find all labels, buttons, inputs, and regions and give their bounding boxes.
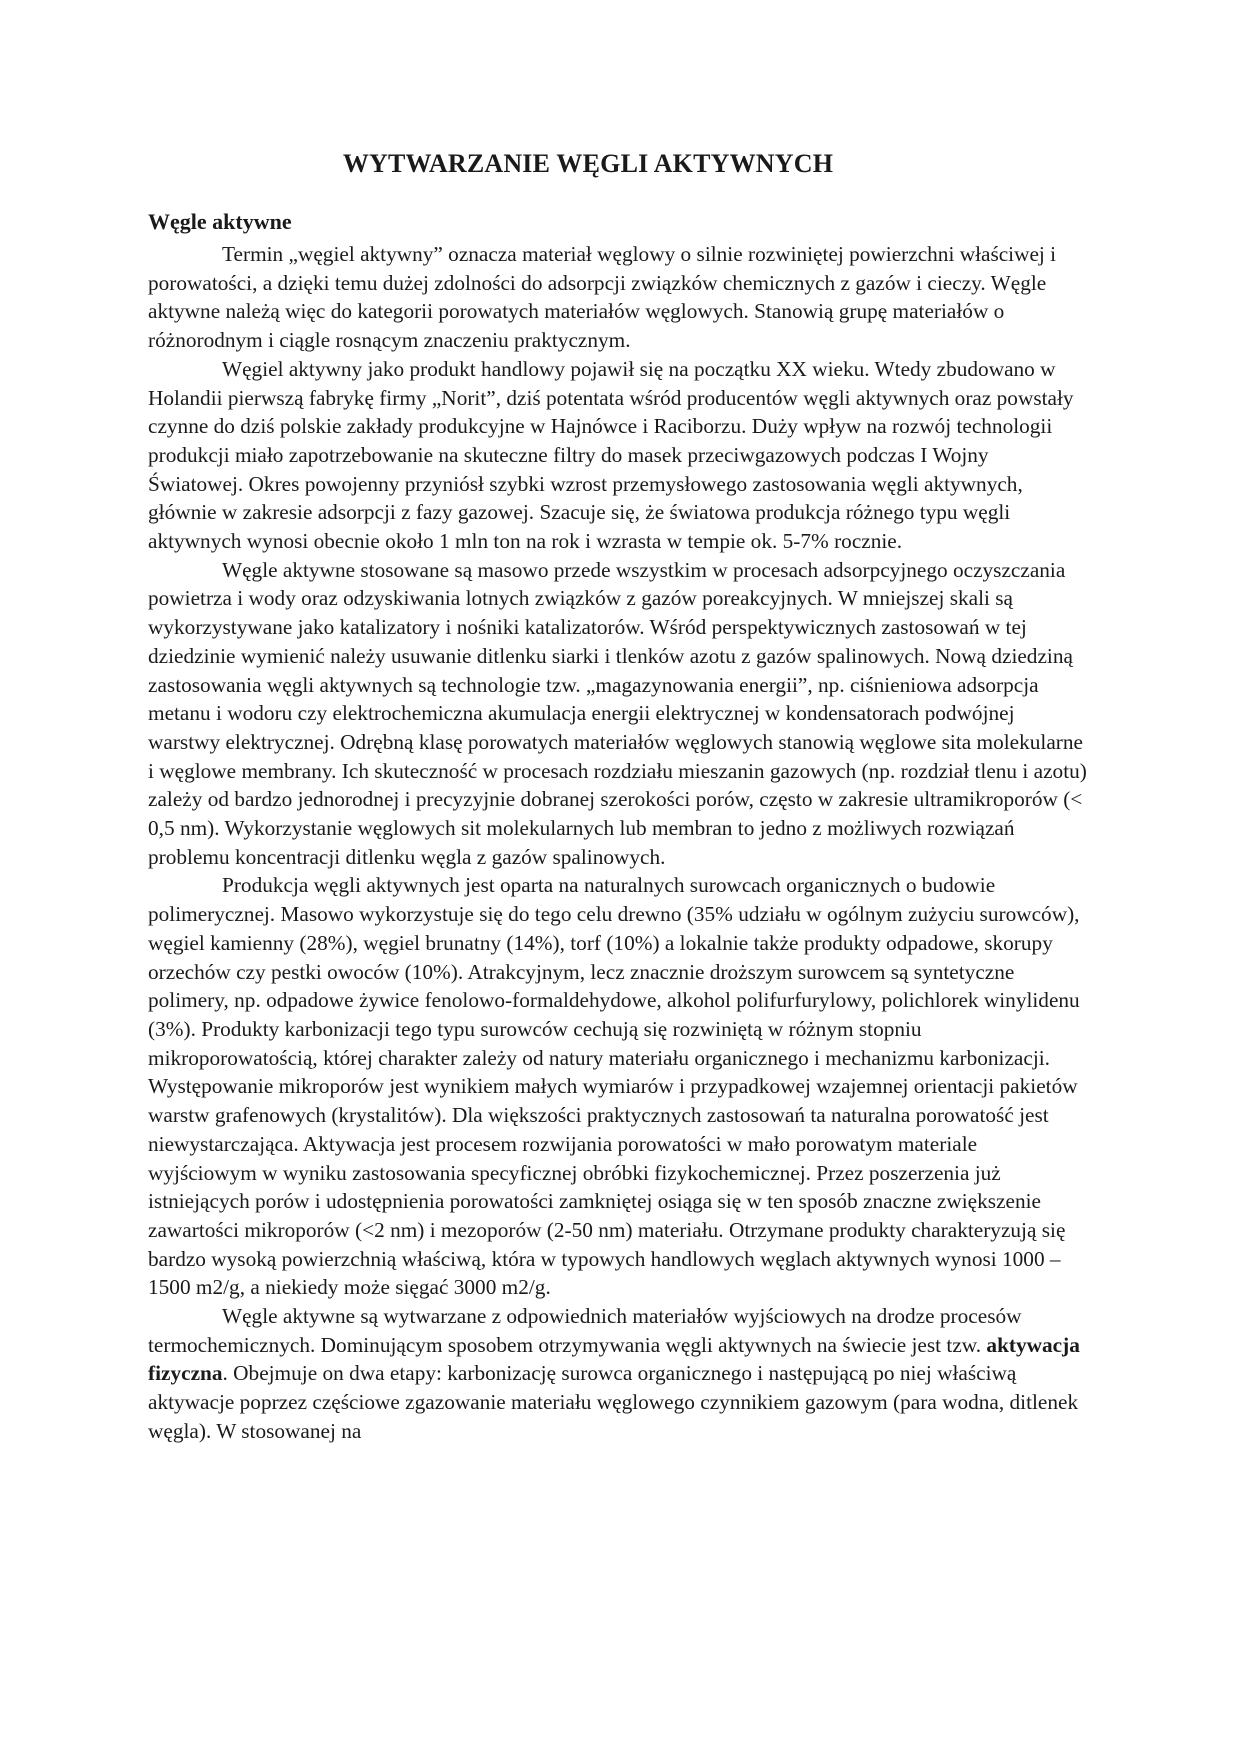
bold-term-aktywacja-fizyczna: aktywacja fizyczna [148, 1332, 1080, 1386]
document-body [148, 240, 1088, 1446]
paragraph-4: Produkcja węgli aktywnych jest oparta na naturalnych surowcach organicznych o budowie polimerycznej. Masowo wykorzystuje się do tego celu drewno (35% udziału w ogólnym zużyciu surowców), węgiel kamienny (28%), węgiel brunatny (14%), torf (10%) a lokalnie także produkty odpadowe, skorupy orzechów czy pestki owoców (10%). Atrakcyjnym, lecz znacznie droższym surowcem są syntetyczne polimery, np. odpadowe żywice fenolowo-formaldehydowe, alkohol polifurfurylowy, polichlorek winylidenu (3%). Produkty karbonizacji tego typu surowców cechują się rozwiniętą w różnym stopniu mikroporowatością, której charakter zależy od natury materiału organicznego i mechanizmu karbonizacji. Występowanie mikroporów jest wynikiem małych wymiarów i przypadkowej wzajemnej orientacji pakietów warstw grafenowych (krystalitów). Dla większości praktycznych zastosowań ta naturalna porowatość jest niewystarczająca. Aktywacja jest procesem rozwijania porowatości w mało porowatym materiale wyjściowym w wyniku zastosowania specyficznej obróbki fizykochemicznej. Przez poszerzenia już istniejących porów i udostępnienia porowatości zamkniętej osiąga się w ten sposób znaczne zwiększenie zawartości mikroporów (<2 nm) i mezoporów (2-50 nm) materiału. Otrzymane produkty charakteryzują się bardzo wysoką powierzchnią właściwą, która w typowych handlowych węglach aktywnych wynosi 1000 –1500 m2/g, a niekiedy może sięgać 3000 m2/g. [148, 873, 1080, 1300]
section-heading: Węgle aktywne [148, 209, 292, 234]
paragraph-5-text-end: . Obejmuje on dwa etapy: karbonizację surowca organicznego i następującą po niej właściwą aktywacje poprzez częściowe zgazowanie materiału węglowego czynnikiem gazowym (para wodna, ditlenek węgla). W stosowanej na [148, 1361, 1079, 1443]
document-title: WYTWARZANIE WĘGLI AKTYWNYCH [342, 149, 834, 178]
paragraph-5-text-start: Węgle aktywne są wytwarzane z odpowiednich materiałów wyjściowych na drodze procesów termochemicznych. Dominującym sposobem otrzymywania węgli aktywnych na świecie jest tzw. [148, 1304, 1022, 1357]
paragraph-2: Węgiel aktywny jako produkt handlowy pojawił się na początku XX wieku. Wtedy zbudowano w Holandii pierwszą fabrykę firmy „Norit”, dziś potentata wśród producentów węgli aktywnych oraz powstały czynne do dziś polskie zakłady produkcyjne w Hajnówce i Raciborzu. Duży wpływ na rozwój technologii produkcji miało zapotrzebowanie na skuteczne filtry do masek przeciwgazowych podczas I Wojny Światowej. Okres powojenny przyniósł szybki wzrost przemysłowego zastosowania węgli aktywnych, głównie w zakresie adsorpcji z fazy gazowej. Szacuje się, że światowa produkcja różnego typu węgli aktywnych wynosi obecnie około 1 mln ton na rok i wzrasta w tempie ok. 5-7% rocznie. [148, 356, 1074, 554]
paragraph-1: Termin „węgiel aktywny” oznacza materiał węglowy o silnie rozwiniętej powierzchni właściwej i porowatości, a dzięki temu dużej zdolności do adsorpcji związków chemicznych z gazów i cieczy. Węgle aktywne należą więc do kategorii porowatych materiałów węglowych. Stanowią grupę materiałów o różnorodnym i ciągle rosnącym znaczeniu praktycznym. [148, 242, 1057, 353]
paragraph-3: Węgle aktywne stosowane są masowo przede wszystkim w procesach adsorpcyjnego oczyszczania powietrza i wody oraz odzyskiwania lotnych związków z gazów poreakcyjnych. W mniejszej skali są wykorzystywane jako katalizatory i nośniki katalizatorów. Wśród perspektywicznych zastosowań w tej dziedzinie wymienić należy usuwanie ditlenku siarki i tlenków azotu z gazów spalinowych. Nową dziedziną zastosowania węgli aktywnych są technologie tzw. „magazynowania energii”, np. ciśnieniowa adsorpcja metanu i wodoru czy elektrochemiczna akumulacja energii elektrycznej w kondensatorach podwójnej warstwy elektrycznej. Odrębną klasę porowatych materiałów węglowych stanowią węglowe sita molekularne i węglowe membrany. Ich skuteczność w procesach rozdziału mieszanin gazowych (np. rozdział tlenu i azotu) zależy od bardzo jednorodnej i precyzyjnie dobranej szerokości porów, często w zakresie ultramikroporów (< 0,5 nm). Wykorzystanie węglowych sit molekularnych lub membran to jedno z możliwych rozwiązań problemu koncentracji ditlenku węgla z gazów spalinowych. [148, 557, 1087, 869]
paragraph-5 [148, 1302, 1088, 1446]
